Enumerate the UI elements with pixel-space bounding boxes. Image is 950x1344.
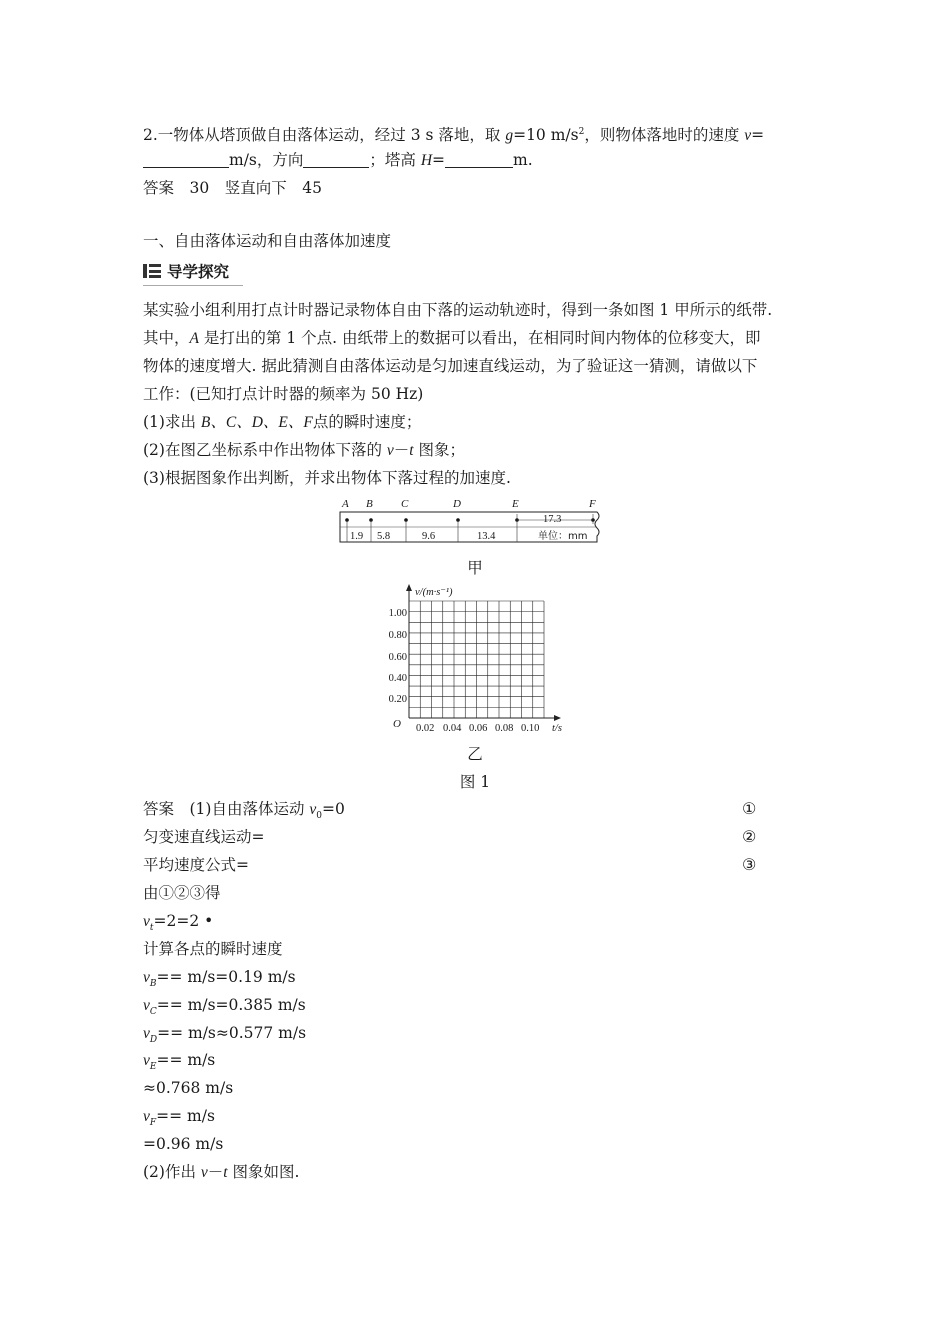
velocity-D-line: $v_D== m/s\approx 0.577$ m/s xyxy=(143,1024,307,1046)
point-list: B、C、D、E、F xyxy=(200,414,313,431)
answer-blank-height[interactable] xyxy=(445,149,513,168)
v-symbol: v xyxy=(386,442,394,459)
solution-text: 图象如图. xyxy=(227,1163,300,1181)
velocity-E-value: ≈0.768 m/s xyxy=(143,1079,234,1097)
section-heading: 一、自由落体运动和自由落体加速度 xyxy=(143,232,392,250)
tape-distance: 5.8 xyxy=(377,531,391,542)
q2-superscript: 2 xyxy=(578,127,585,137)
solution-line-4: 由①②③得 xyxy=(143,884,221,902)
list-icon xyxy=(143,264,161,278)
solution-text: == m/s xyxy=(156,1107,215,1125)
x-tick-label: 0.04 xyxy=(443,723,462,734)
task-text: 图象； xyxy=(413,441,466,459)
solution-text: 答案 (1)自由落体运动 xyxy=(143,800,310,818)
section-badge xyxy=(143,259,229,283)
solution-text: == m/s=0.385 m/s xyxy=(156,996,306,1014)
H-symbol: H xyxy=(420,152,433,169)
solution-text: － xyxy=(207,1163,224,1181)
tape-caption: 甲 xyxy=(467,559,483,577)
tape-distance: 9.6 xyxy=(422,531,436,542)
solution-line-2: 匀变速直线运动= xyxy=(143,828,265,846)
v-symbol: v xyxy=(200,1164,208,1181)
grid-caption: 乙 xyxy=(467,745,483,763)
y-tick-label: 0.20 xyxy=(388,694,407,705)
figure-caption: 图 1 xyxy=(459,773,491,791)
q2-text: =10 m/s xyxy=(513,126,579,145)
y-tick-label: 0.80 xyxy=(388,630,407,641)
para-text: 其中， xyxy=(143,329,190,347)
solution-text: == m/s=0.19 m/s xyxy=(156,968,296,986)
velocity-B-line: $v_B== m/s=0.19$ m/s xyxy=(143,968,296,990)
subscript: C xyxy=(149,1007,157,1018)
tape-distance: 1.9 xyxy=(350,531,364,542)
tape-point-label: F xyxy=(589,498,596,510)
x-tick-label: 0.08 xyxy=(495,723,514,734)
solution-text: (2)作出 xyxy=(143,1163,201,1181)
tape-distance: 13.4 xyxy=(477,531,496,542)
answer-blank-direction[interactable] xyxy=(303,149,369,168)
velocity-C-line: $v_C== m/s=0.385$ m/s xyxy=(143,996,306,1018)
solution-text: == m/s≈0.577 m/s xyxy=(157,1024,307,1042)
q2-text: m. xyxy=(513,151,533,169)
velocity-F-value: =0.96 m/s xyxy=(143,1135,224,1153)
point-A-symbol: A xyxy=(189,330,199,347)
subscript: B xyxy=(149,979,157,990)
subscript: F xyxy=(149,1118,157,1129)
badge-title: 导学探究 xyxy=(167,263,230,281)
velocity-F-line: $v_F== m/s$ xyxy=(143,1107,215,1129)
subscript: 0 xyxy=(316,811,323,822)
task-text: (2)在图乙坐标系中作出物体下落的 xyxy=(143,441,387,459)
tape-point-label: C xyxy=(401,498,409,510)
para-text: 是打出的第 1 个点. 由纸带上的数据可以看出，在相同时间内物体的位移变大，即 xyxy=(198,329,761,347)
origin-label: O xyxy=(393,718,401,730)
x-tick-label: 0.02 xyxy=(416,723,435,734)
tape-point-label: D xyxy=(453,498,461,510)
solution-text: =2=2 • xyxy=(153,912,214,930)
q2-text: m/s，方向 xyxy=(229,151,304,169)
t-symbol: t xyxy=(223,1164,228,1181)
solution-text: =0 xyxy=(322,800,345,818)
vt-grid-figure xyxy=(375,582,575,742)
v-symbol: v xyxy=(309,801,317,818)
g-symbol: g xyxy=(505,127,514,145)
task-text: (1)求出 xyxy=(143,413,201,431)
q2-answer: 答案 30 竖直向下 45 xyxy=(143,179,322,197)
solution-line-6: 计算各点的瞬时速度 xyxy=(143,940,283,958)
x-tick-label: 0.06 xyxy=(469,723,488,734)
subscript: t xyxy=(149,923,154,934)
para-line-3: 物体的速度增大. 据此猜测自由落体运动是匀加速直线运动，为了验证这一猜测，请做以下 xyxy=(143,357,758,375)
t-symbol: t xyxy=(409,442,414,459)
q2-text: = xyxy=(432,151,446,169)
para-line-1: 某实验小组利用打点计时器记录物体自由下落的运动轨迹时，得到一条如图 1 甲所示的纸带. xyxy=(143,301,773,319)
q2-text: 2.一物体从塔顶做自由落体运动，经过 3 s 落地，取 xyxy=(143,126,506,145)
velocity-E-line: $v_E== m/s$ xyxy=(143,1051,216,1073)
para-line-4: 工作：(已知打点计时器的频率为 50 Hz) xyxy=(143,385,424,403)
x-axis-label: t/s xyxy=(552,723,562,734)
q2-text: ；塔高 xyxy=(369,151,421,169)
y-tick-label: 0.60 xyxy=(388,652,407,663)
task-text: 点的瞬时速度； xyxy=(312,413,422,431)
y-tick-label: 0.40 xyxy=(388,673,407,684)
equation-marker: ③ xyxy=(742,855,757,874)
y-axis-label: v/(m·s⁻¹) xyxy=(415,587,453,598)
task-item-1 xyxy=(143,408,421,437)
task-item-3: (3)根据图象作出判断，并求出物体下落过程的加速度. xyxy=(143,469,511,487)
solution-final-line xyxy=(143,1158,299,1187)
task-item-2 xyxy=(143,436,465,465)
answer-blank-speed[interactable] xyxy=(143,149,229,168)
tape-unit: 单位：mm xyxy=(538,531,588,542)
x-tick-label: 0.10 xyxy=(521,723,540,734)
task-text: － xyxy=(393,441,410,459)
subscript: D xyxy=(149,1035,158,1046)
badge-divider xyxy=(143,285,243,286)
paper-tape-figure xyxy=(335,494,615,550)
subscript: E xyxy=(149,1062,157,1073)
tape-distance: 17.3 xyxy=(543,514,562,525)
q2-text: = xyxy=(751,126,765,145)
equation-marker: ② xyxy=(742,827,757,846)
q2-line2 xyxy=(143,146,533,175)
v-symbol: v xyxy=(744,127,752,145)
v-symbol: v xyxy=(143,913,150,930)
tape-point-label: E xyxy=(512,498,519,510)
y-tick-label: 1.00 xyxy=(388,608,407,619)
tape-point-label: A xyxy=(342,498,349,510)
para-line-2 xyxy=(143,324,760,353)
equation-marker: ① xyxy=(742,799,757,818)
tape-point-label: B xyxy=(366,498,373,510)
solution-line-3: 平均速度公式= xyxy=(143,856,249,874)
q2-text: ，则物体落地时的速度 xyxy=(584,126,745,145)
solution-text: == m/s xyxy=(156,1051,216,1069)
